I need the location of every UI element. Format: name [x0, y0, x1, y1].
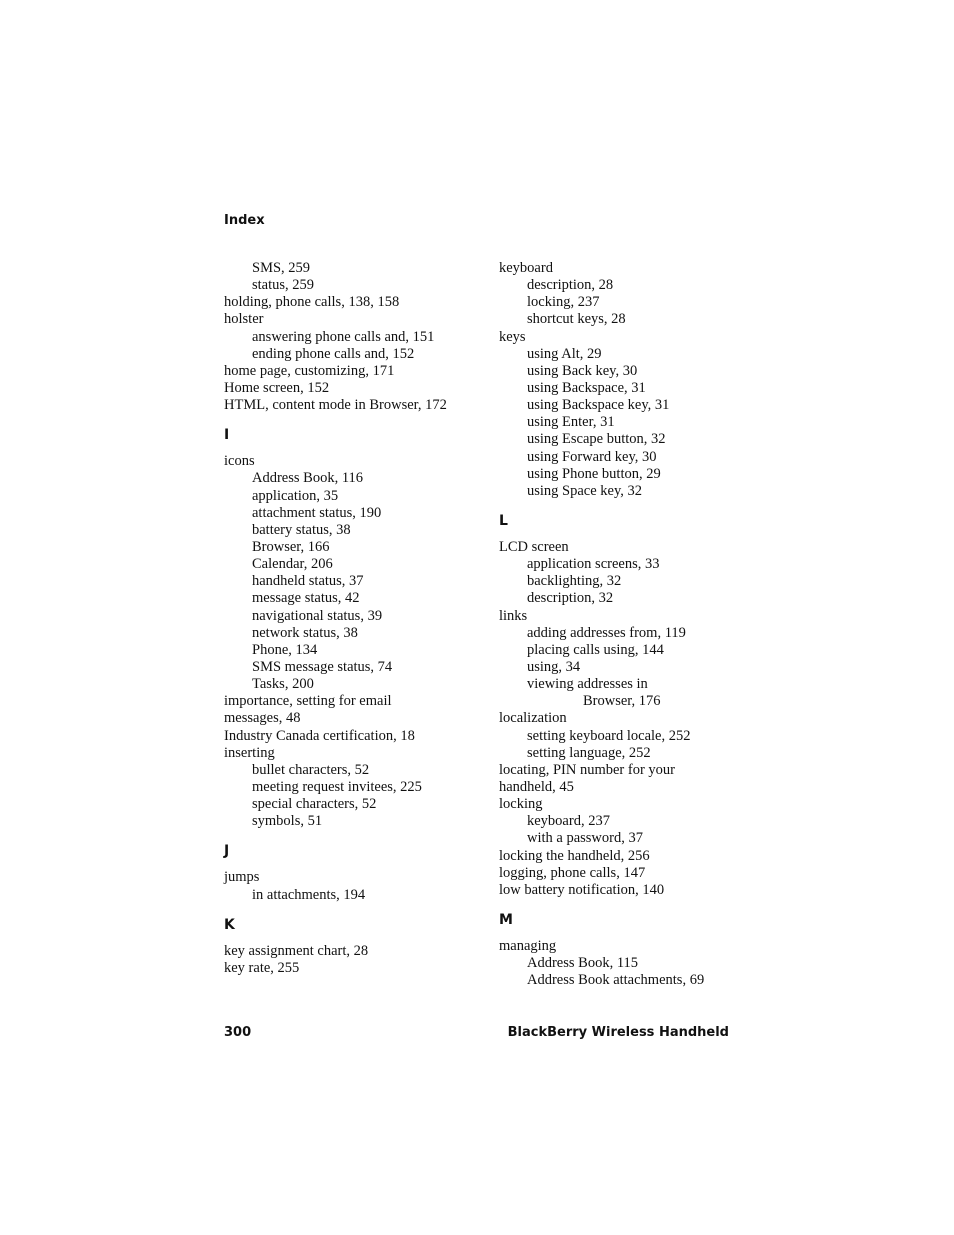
- index-subentry: setting keyboard locale, 252: [527, 727, 691, 744]
- index-entry: low battery notification, 140: [499, 881, 665, 898]
- index-subentry: using Back key, 30: [527, 362, 638, 379]
- index-subentry: description, 28: [527, 277, 614, 294]
- index-subentry: network status, 38: [252, 624, 358, 641]
- book-title: BlackBerry Wireless Handheld: [507, 1025, 729, 1040]
- index-subentry: using Phone button, 29: [527, 465, 661, 482]
- index-subentry: application, 35: [252, 487, 339, 504]
- index-section-letter: I: [224, 427, 230, 444]
- index-entry: links: [499, 607, 528, 624]
- index-subentry: shortcut keys, 28: [527, 311, 626, 328]
- index-entry: Industry Canada certification, 18: [224, 727, 415, 744]
- index-subentry: using Space key, 32: [527, 482, 643, 499]
- index-subentry: locking, 237: [527, 294, 600, 311]
- index-entry: home page, customizing, 171: [224, 362, 395, 379]
- index-subentry: using Escape button, 32: [527, 431, 666, 448]
- index-subentry: status, 259: [252, 277, 315, 294]
- index-entry: messages, 48: [224, 710, 301, 727]
- index-subentry: keyboard, 237: [527, 813, 610, 830]
- index-subentry: Address Book, 116: [252, 470, 364, 487]
- index-subentry: symbols, 51: [252, 813, 323, 830]
- index-entry: key rate, 255: [224, 959, 300, 976]
- index-subentry: Calendar, 206: [252, 556, 333, 573]
- index-column-right: [499, 260, 749, 989]
- index-entry: keyboard: [499, 260, 553, 276]
- index-subentry: placing calls using, 144: [527, 641, 664, 658]
- index-subentry: handheld status, 37: [252, 573, 364, 590]
- index-entry: importance, setting for email: [224, 693, 392, 710]
- index-subentry: meeting request invitees, 225: [252, 778, 422, 795]
- index-subentry: special characters, 52: [252, 796, 377, 813]
- index-subentry: Browser, 176: [583, 693, 661, 710]
- index-subentry: description, 32: [527, 590, 614, 607]
- index-subentry: Address Book attachments, 69: [527, 972, 705, 989]
- index-column-left: [224, 260, 486, 977]
- index-subentry: using Forward key, 30: [527, 448, 657, 465]
- index-subentry: in attachments, 194: [252, 886, 366, 903]
- index-section-letter: L: [499, 512, 508, 529]
- index-entry: locking: [499, 796, 543, 813]
- index-subentry: Tasks, 200: [252, 676, 314, 693]
- index-subentry: using Enter, 31: [527, 414, 615, 431]
- index-entry: Home screen, 152: [224, 379, 330, 396]
- index-subentry: using, 34: [527, 658, 581, 675]
- index-subentry: Phone, 134: [252, 641, 318, 658]
- index-subentry: using Alt, 29: [527, 345, 602, 362]
- index-subentry: battery status, 38: [252, 521, 351, 538]
- index-entry: LCD screen: [499, 538, 569, 555]
- index-entry: HTML, content mode in Browser, 172: [224, 397, 447, 414]
- index-entry: key assignment chart, 28: [224, 942, 369, 959]
- index-subentry: bullet characters, 52: [252, 761, 370, 778]
- index-subentry: application screens, 33: [527, 556, 660, 573]
- index-subentry: using Backspace key, 31: [527, 397, 670, 414]
- index-entry: jumps: [224, 869, 260, 886]
- index-entry: keys: [499, 328, 526, 345]
- index-subentry: SMS, 259: [252, 260, 311, 276]
- index-entry: managing: [499, 937, 557, 954]
- index-entry: inserting: [224, 744, 275, 761]
- index-subentry: adding addresses from, 119: [527, 624, 686, 641]
- index-entry: holding, phone calls, 138, 158: [224, 294, 400, 311]
- index-section-letter: M: [499, 911, 513, 928]
- page-number: 300: [224, 1025, 252, 1040]
- index-entry: localization: [499, 710, 567, 727]
- index-subentry: using Backspace, 31: [527, 379, 646, 396]
- index-subentry: setting language, 252: [527, 744, 651, 761]
- index-subentry: answering phone calls and, 151: [252, 328, 435, 345]
- index-subentry: Browser, 166: [252, 538, 330, 555]
- index-subentry: Address Book, 115: [527, 955, 639, 972]
- index-entry: locating, PIN number for your: [499, 761, 675, 778]
- index-subentry: message status, 42: [252, 590, 360, 607]
- index-subentry: with a password, 37: [527, 830, 643, 847]
- index-subentry: navigational status, 39: [252, 607, 383, 624]
- index-subentry: SMS message status, 74: [252, 658, 393, 675]
- index-subentry: ending phone calls and, 152: [252, 345, 415, 362]
- index-entry: logging, phone calls, 147: [499, 864, 646, 881]
- index-section-letter: J: [224, 843, 230, 860]
- index-subentry: viewing addresses in: [527, 676, 648, 693]
- index-subentry: attachment status, 190: [252, 504, 382, 521]
- index-entry: handheld, 45: [499, 778, 574, 795]
- index-subentry: backlighting, 32: [527, 573, 622, 590]
- index-entry: icons: [224, 453, 255, 470]
- index-entry: holster: [224, 311, 264, 328]
- index-section-letter: K: [224, 916, 235, 933]
- running-head: Index: [224, 213, 265, 228]
- index-entry: locking the handheld, 256: [499, 847, 650, 864]
